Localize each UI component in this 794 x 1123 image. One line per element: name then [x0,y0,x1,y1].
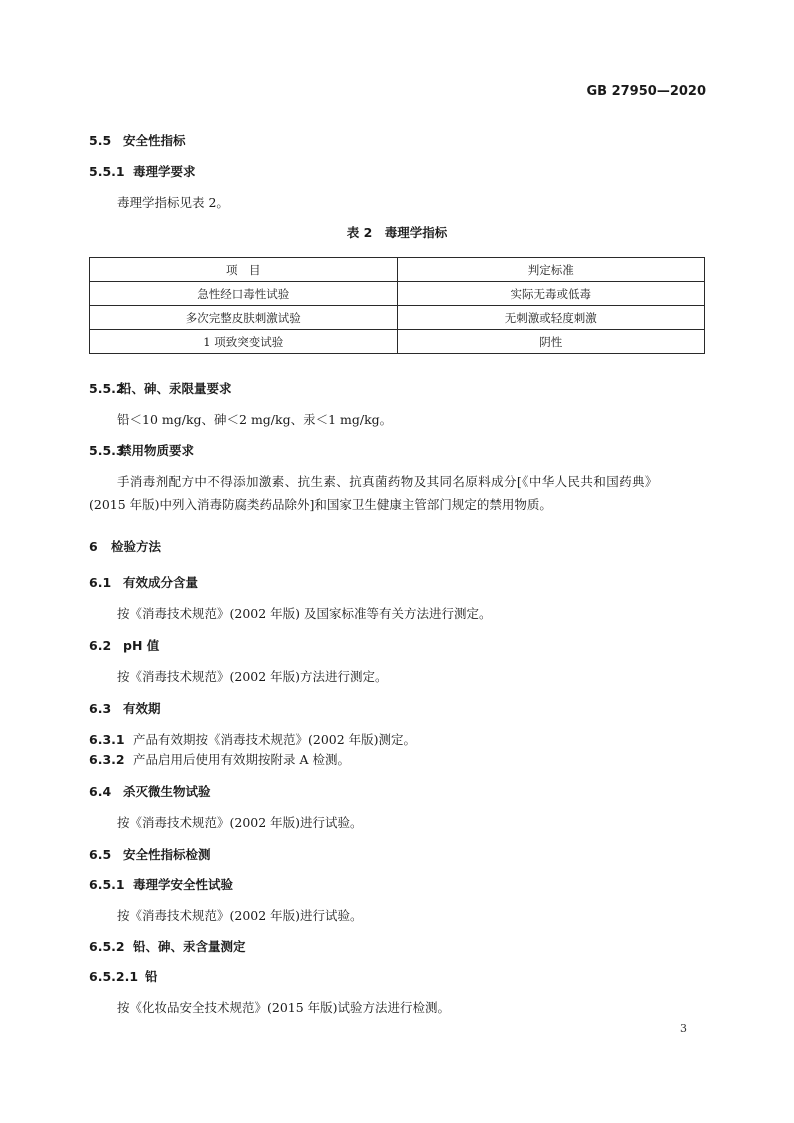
heading-5-5-1 [89,164,196,180]
paragraph: 按《消毒技术规范》(2002 年版)方法进行测定。 [117,669,388,684]
paragraph: 按《消毒技术规范》(2002 年版) 及国家标准等有关方法进行测定。 [117,606,492,621]
section-title: 安全性指标检测 [123,847,211,862]
table-cell: 阴性 [397,330,705,354]
table-header-cell: 项 目 [90,258,398,282]
heading-6-3 [89,701,161,717]
section-number: 6.5.2 [89,939,125,954]
section-title: pH 值 [123,638,160,653]
section-title: 禁用物质要求 [119,443,195,458]
paragraph-line: 手消毒剂配方中不得添加激素、抗生素、抗真菌药物及其同名原料成分[《中华人民共和国药典》 [117,474,658,489]
section-number: 5.5 [89,133,112,148]
heading-6-5-1 [89,877,233,893]
clause-6-3-2 [89,752,350,768]
table-cell: 1 项致突变试验 [90,330,398,354]
standard-code: GB 27950—2020 [586,84,706,99]
section-number: 6.3 [89,701,112,716]
heading-6-5 [89,847,211,863]
table-row [90,330,705,354]
heading-6-2 [89,638,159,654]
section-number: 6.5.1 [89,877,125,892]
heading-5-5-2 [89,381,232,397]
section-title: 有效期 [123,701,161,716]
heading-6-1 [89,575,198,591]
section-number: 6.4 [89,784,112,799]
section-title: 铅、砷、汞含量测定 [133,939,246,954]
section-number: 6.3.2 [89,752,125,767]
paragraph: 铅＜10 mg/kg、砷＜2 mg/kg、汞＜1 mg/kg。 [117,412,393,427]
paragraph: 按《消毒技术规范》(2002 年版)进行试验。 [117,815,363,830]
section-title: 铅、砷、汞限量要求 [119,381,232,396]
section-title: 安全性指标 [123,133,186,148]
table-caption: 表 2 毒理学指标 [346,225,448,240]
section-title: 有效成分含量 [123,575,199,590]
section-number: 6.5.2.1 [89,969,139,984]
clause-text: 产品启用后使用有效期按附录 A 检测。 [133,752,350,767]
section-title: 检验方法 [111,539,162,554]
heading-6-5-2-1 [89,969,158,985]
section-number: 6.2 [89,638,112,653]
heading-6-4 [89,784,211,800]
clause-6-3-1 [89,732,416,748]
table-cell: 多次完整皮肤刺激试验 [90,306,398,330]
paragraph: 毒理学指标见表 2。 [117,195,229,210]
section-title: 铅 [145,969,158,984]
toxicology-table [89,257,705,354]
section-number: 5.5.2 [89,381,125,396]
section-number: 6.1 [89,575,112,590]
paragraph: 按《化妆品安全技术规范》(2015 年版)试验方法进行检测。 [117,1000,451,1015]
section-number: 6.5 [89,847,112,862]
paragraph: 按《消毒技术规范》(2002 年版)进行试验。 [117,908,363,923]
heading-6-5-2 [89,939,246,955]
section-number: 6.3.1 [89,732,125,747]
table-header-cell: 判定标准 [397,258,705,282]
section-title: 毒理学要求 [133,164,196,179]
table-header-row [90,258,705,282]
table-cell: 急性经口毒性试验 [90,282,398,306]
table-row [90,306,705,330]
clause-text: 产品有效期按《消毒技术规范》(2002 年版)测定。 [133,732,417,747]
section-number: 6 [89,539,98,554]
heading-5-5-3 [89,443,194,459]
page-number: 3 [680,1022,687,1035]
section-title: 杀灭微生物试验 [123,784,211,799]
section-title: 毒理学安全性试验 [133,877,234,892]
heading-6 [89,539,161,555]
paragraph-line: (2015 年版)中列入消毒防腐类药品除外]和国家卫生健康主管部门规定的禁用物质。 [89,497,552,512]
table-row [90,282,705,306]
table-cell: 无刺激或轻度刺激 [397,306,705,330]
table-cell: 实际无毒或低毒 [397,282,705,306]
section-number: 5.5.3 [89,443,125,458]
heading-5-5 [89,133,186,149]
section-number: 5.5.1 [89,164,125,179]
